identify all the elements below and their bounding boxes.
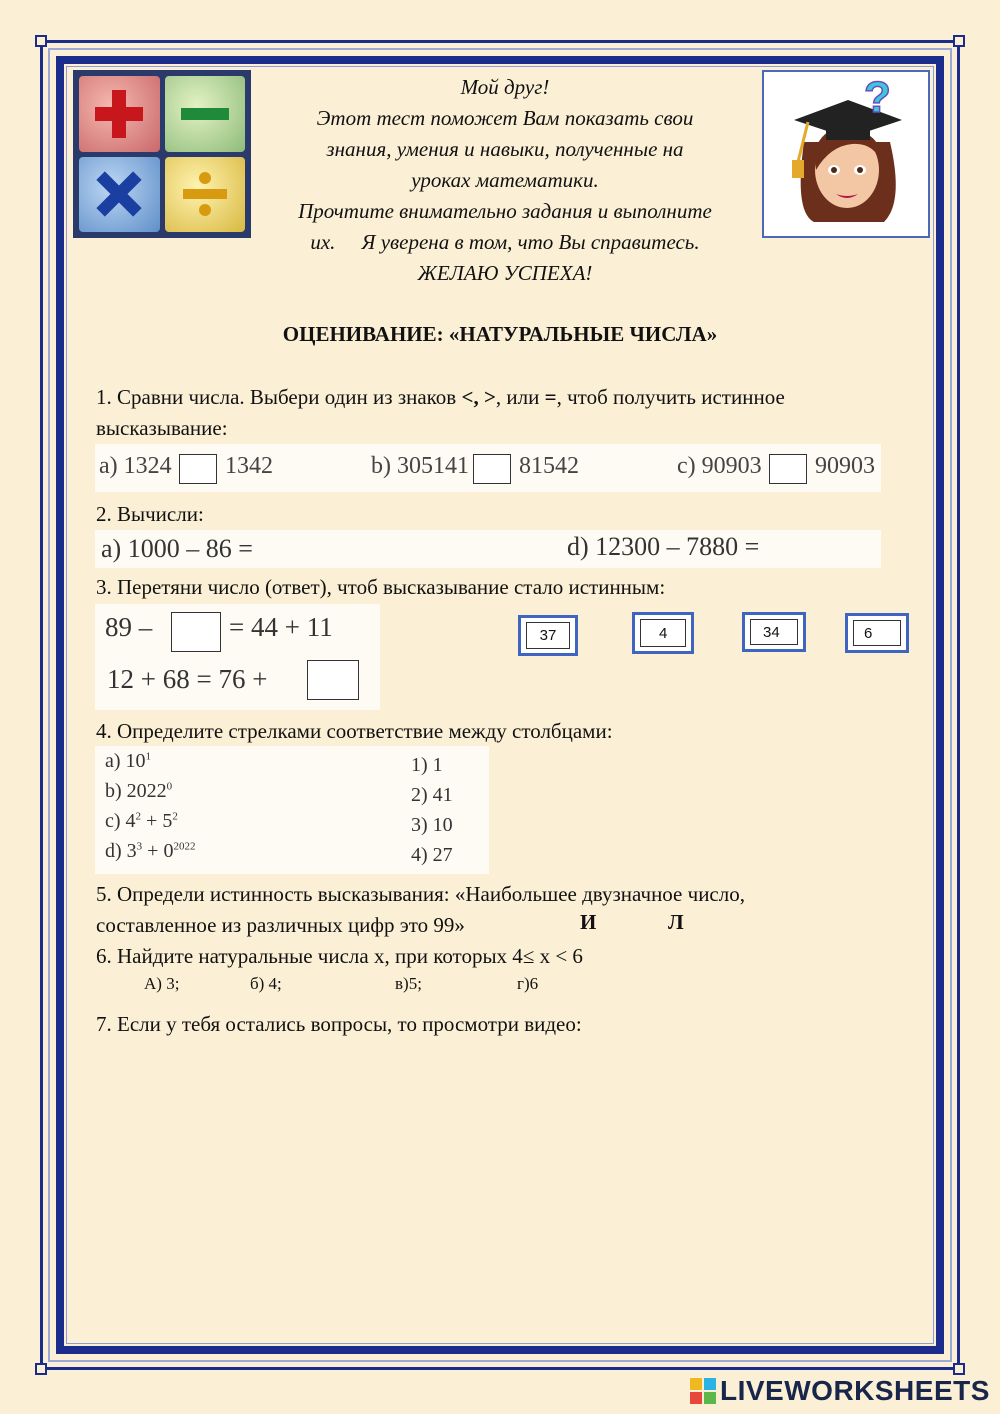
svg-text:?: ? [864,73,891,122]
q3-eq1-dropzone[interactable] [171,612,221,652]
q3-eq1-right: = 44 + 11 [229,612,333,642]
q1-item-a-right: 1342 [225,453,273,479]
drag-tile-4[interactable] [632,612,694,654]
q5-true-option[interactable]: И [580,910,597,934]
q1-item-b-label: b) 305141 [371,453,469,479]
q4-right-1: 1) 1 [411,754,443,776]
q6-option-c[interactable]: в)5; [395,974,422,993]
q4-left-a: a) $10^1$ [105,750,152,772]
intro-line: их. Я уверена в том, что Вы справитесь. [310,230,700,254]
q4-right-4: 4) 27 [411,844,453,866]
question-2: 2. Вычисли: [96,502,204,526]
page-title: ОЦЕНИВАНИЕ: «НАТУРАЛЬНЫЕ ЧИСЛА» [282,322,718,346]
q1-text-line2: высказывание: [96,416,228,440]
liveworksheets-brand: LIVEWORKSHEETS [720,1375,990,1406]
q1-eq-sign: = [544,385,557,409]
divide-icon [165,157,246,233]
intro-line: знания, умения и навыки, полученные на [326,137,684,161]
q5-line2: составленное из различных цифр это 99» [96,913,465,937]
drag-tile-34[interactable] [742,612,806,652]
question-6: 6. Найдите натуральные числа x, при которых 4≤ x < 6 [96,944,583,968]
q4-left-c: c) $4^2 + 5^2$ [105,810,178,832]
q4-left-d: d) $3^3 + 0^{2022}$ [105,840,196,862]
q2-item-d: d) 12300 – 7880 = [567,532,760,561]
q1-item-c-right: 90903 [815,453,875,479]
q4-right-3: 3) 10 [411,814,453,836]
plus-icon [79,76,160,152]
intro-line: Этот тест поможет Вам показать свои [316,106,694,130]
q1-item-b-answer[interactable] [473,454,511,484]
q1-item-a-answer[interactable] [179,454,217,484]
q1-signs: <, > [461,385,496,409]
q5-line1: 5. Определи истинность высказывания: «Наибольшее двузначное число, [96,882,745,906]
intro-line: Мой друг! [460,75,550,99]
liveworksheets-icon [690,1378,716,1404]
q6-option-d[interactable]: г)6 [517,974,539,993]
q1-item-b-right: 81542 [519,453,579,479]
q1-text: 1. Сравни числа. Выбери один из знаков [96,385,462,409]
frame-corner [35,1363,47,1375]
drag-tile-6[interactable] [845,613,909,653]
question-4: 4. Определите стрелками соответствие между столбцами: [96,719,613,743]
q4-left-b: b) 2022$^0$ [105,780,173,802]
q2-item-a: a) 1000 – 86 = [101,534,253,563]
q2-strip [95,530,881,568]
q1-compare-strip [95,444,881,492]
q1-item-c-answer[interactable] [769,454,807,484]
drag-tile-label: 37 [526,622,570,649]
frame-corner [953,35,965,47]
math-operations-logo [73,70,251,238]
q1-text: , или [495,385,545,409]
q1-text: , чтоб получить истинное [556,385,785,409]
frame-corner [35,35,47,47]
question-5 [96,879,896,941]
q6-option-b[interactable]: б) 4; [250,974,282,993]
drag-tile-label: 34 [750,619,798,645]
question-3: 3. Перетяни число (ответ), чтоб высказывание стало истинным: [96,575,666,599]
question-7: 7. Если у тебя остались вопросы, то просмотри видео: [96,1012,582,1036]
drag-tile-label: 4 [640,619,686,647]
teacher-avatar [762,70,930,238]
q3-eq1-left: 89 – [105,612,153,642]
intro-line: уроках математики. [411,168,599,192]
q3-eq2-dropzone[interactable] [307,660,359,700]
times-icon [79,157,160,233]
q3-eq2-left: 12 + 68 = 76 + [107,664,268,694]
drag-tile-37[interactable] [518,615,578,656]
minus-icon [165,76,246,152]
q4-right-2: 2) 41 [411,784,453,806]
intro-line: ЖЕЛАЮ УСПЕХА! [417,261,593,285]
q5-false-option[interactable]: Л [668,910,684,934]
drag-tile-label: 6 [853,620,901,646]
teacher-avatar-image [764,72,928,236]
q6-option-a[interactable]: А) 3; [144,974,180,993]
intro-line: Прочтите внимательно задания и выполните [298,199,712,223]
q4-match-area[interactable] [95,746,489,874]
question-1 [96,382,896,444]
q1-item-a-label: a) 1324 [99,453,172,479]
q3-equations [95,604,380,710]
q1-item-c-label: c) 90903 [677,453,762,479]
liveworksheets-logo [690,1374,990,1408]
intro-text [262,72,748,289]
